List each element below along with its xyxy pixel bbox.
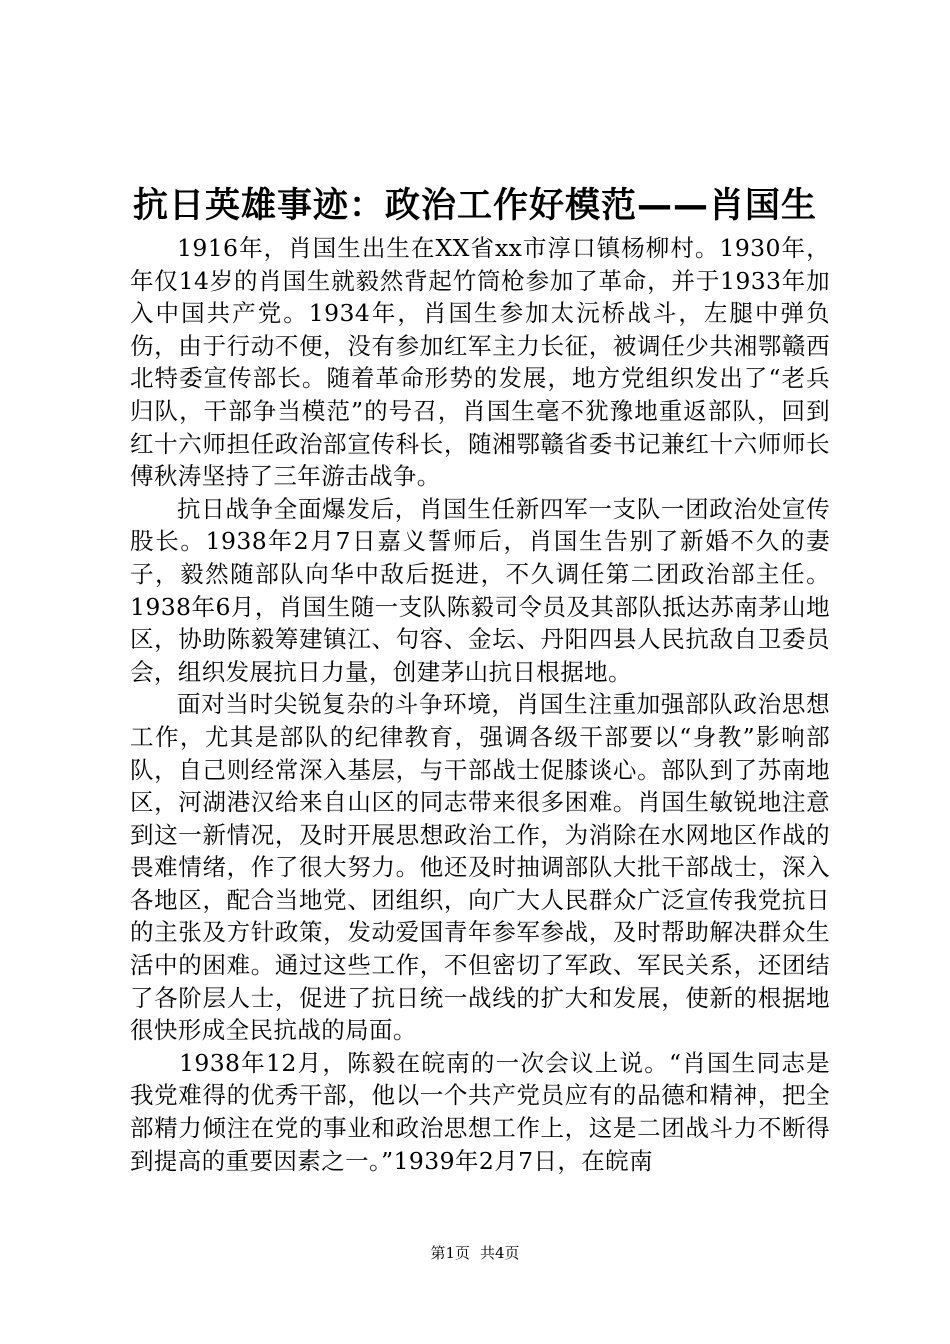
document-title: 抗日英雄事迹：政治工作好模范——肖国生 bbox=[132, 186, 817, 226]
paragraph-3: 面对当时尖锐复杂的斗争环境，肖国生注重加强部队政治思想工作，尤其是部队的纪律教育，强调各级干部要以“身教”影响部队，自己则经常深入基层，与干部战士促膝谈心。部队到了苏南地区，河湖港汉给来自山区的同志带来很多困难。肖国生敏锐地注意到这一新情况，及时开展思想政治工作，为消除在水网地区作战的畏难情绪，作了很大努力。他还及时抽调部队大批干部战士，深入各地区，配合当地党、团组织，向广大人民群众广泛宣传我党抗日的主张及方针政策，发动爱国青年参军参战，及时帮助解决群众生活中的困难。通过这些工作，不但密切了军政、军民关系，还团结了各阶层人士，促进了抗日统一战线的扩大和发展，使新的根据地很快形成全民抗战的局面。 bbox=[130, 690, 830, 1045]
paragraph-2: 抗日战争全面爆发后，肖国生任新四军一支队一团政治处宣传股长。1938年2月7日嘉义誓师后，肖国生告别了新婚不久的妻子，毅然随部队向华中敌后挺进，不久调任第二团政治部主任。1938年6月，肖国生随一支队陈毅司令员及其部队抵达苏南茅山地区，协助陈毅筹建镇江、句容、金坛、丹阳四县人民抗敌自卫委员会，组织发展抗日力量，创建茅山抗日根据地。 bbox=[130, 494, 830, 686]
paragraph-1: 1916年，肖国生出生在XX省xx市淳口镇杨柳村。1930年，年仅14岁的肖国生就毅然背起竹筒枪参加了革命，并于1933年加入中国共产党。1934年，肖国生参加太沅桥战斗，左腿中弹负伤，由于行动不便，没有参加红军主力长征，被调任少共湘鄂赣西北特委宣传部长。随着革命形势的发展，地方党组织发出了“老兵归队，干部争当模范”的号召，肖国生毫不犹豫地重返部队，回到红十六师担任政治部宣传科长，随湘鄂赣省委书记兼红十六师师长傅秋涛坚持了三年游击战争。 bbox=[130, 234, 830, 491]
page-number: 第1页 bbox=[430, 1244, 470, 1262]
document-body bbox=[130, 232, 830, 1177]
page-footer bbox=[0, 1243, 950, 1263]
page-total: 共4页 bbox=[480, 1244, 520, 1262]
paragraph-4: 1938年12月，陈毅在皖南的一次会议上说。“肖国生同志是我党难得的优秀干部，他以一个共产党员应有的品德和精神，把全部精力倾注在党的事业和政治思想工作上，这是二团战斗力不断得到提高的重要因素之一。”1939年2月7日，在皖南 bbox=[130, 1048, 830, 1175]
